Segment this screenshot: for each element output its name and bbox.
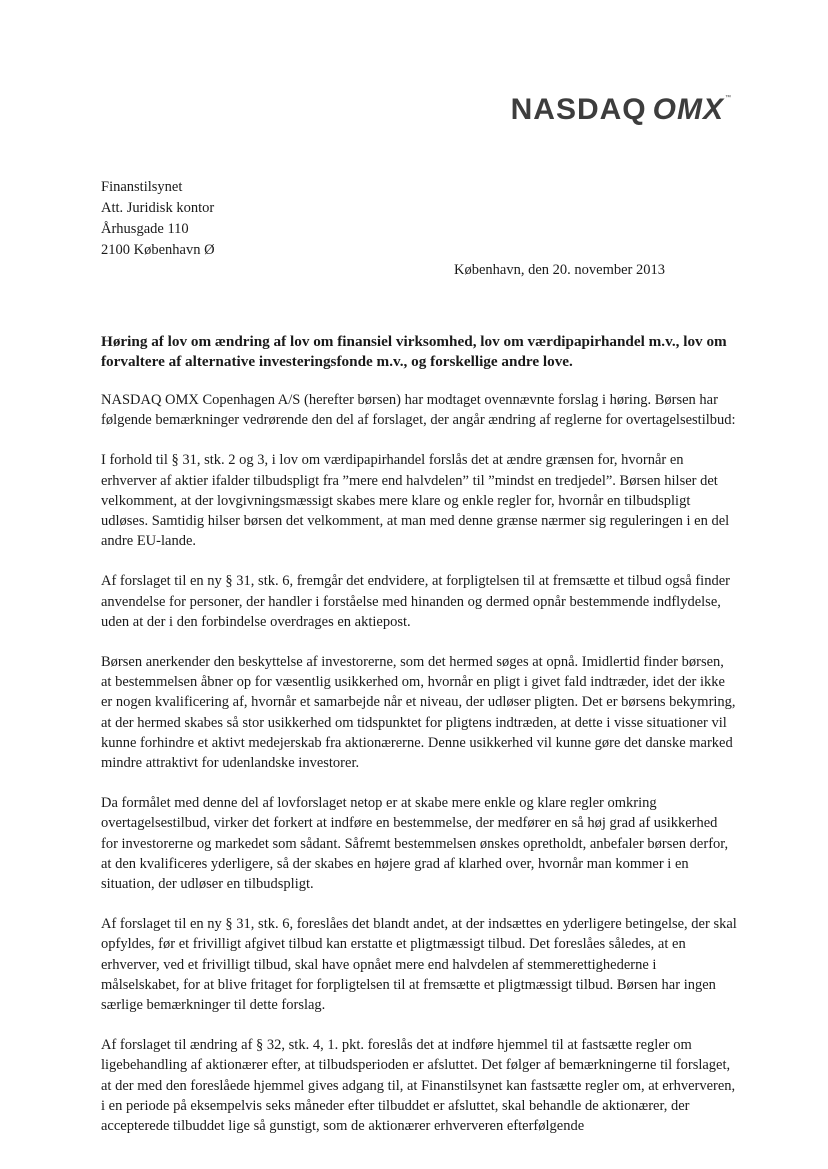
recipient-line: Finanstilsynet [101,179,183,195]
body-paragraph: Børsen anerkender den beskyttelse af investorerne, som det hermed søges at opnå. Imidlertid finder børsen, at bestemmelsen åbner op for væsentlig usikkerhed om, hvornår en pligt i givet fald indtræder, idet der ikke er nogen kvalificering af, hvornår et samarbejde når et niveau, der udløser pligten. Det er børsens bekymring, at der hermed skabes så stor usikkerhed om tidspunktet for pligtens indtræden, at dette i visse situationer vil kunne forhindre et aktivt medejerskab fra aktionærerne. Denne usikkerhed vil kunne gøre det danske marked mindre attraktivt for udenlandske investorer. [101,654,736,772]
recipient-line: Att. Juridisk kontor [101,200,215,216]
body-paragraph: Af forslaget til en ny § 31, stk. 6, foreslåes det blandt andet, at der indsættes en yderligere betingelse, der skal opfyldes, før et frivilligt afgivet tilbud kan erstatte et pligtmæssigt tilbud. Det foreslåes således, at en erhverver, ved et frivilligt tilbud, skal have opnået mere end halvdelen af stemmerettighederne i målselskabet, for at blive fritaget for forpligtelsen til at fremsætte et pligtmæssigt tilbud. Børsen har ingen særlige bemærkninger til dette forslag. [101,916,737,1014]
letter-date: København, den 20. november 2013 [454,262,666,278]
letter-body [101,390,737,1136]
body-paragraph: NASDAQ OMX Copenhagen A/S (herefter børsen) har modtaget ovennævnte forslag i høring. Børsen har følgende bemærkninger vedrørende den del af forslaget, der angår ændring af reglerne for overtagelsestilbud: [101,392,736,429]
recipient-address [101,177,215,261]
body-paragraph: I forhold til § 31, stk. 2 og 3, i lov om værdipapirhandel forslås det at ændre grænsen for, hvornår en erhverver af aktier ifalder tilbudspligt fra ”mere end halvdelen” til ”mindst en tredjedel”. Børsen hilser det velkomment, at der lovgivningsmæssigt skabes mere klare og enkle regler for, hvornår en tilbudspligt udløses. Samtidig hilser børsen det velkomment, at man med denne grænse nærmer sig reguleringen i en del andre EU-lande. [101,452,730,550]
letter-subject: Høring af lov om ændring af lov om finansiel virksomhed, lov om værdipapirhandel m.v., lov om forvaltere af alternative investeringsfonde m.v., og forskellige andre love. [101,333,727,370]
logo-trademark: ™ [725,95,732,101]
body-paragraph: Af forslaget til ændring af § 32, stk. 4, 1. pkt. foreslås det at indføre hjemmel til at fastsætte regler om ligebehandling af aktionærer efter, at tilbudsperioden er afsluttet. Det følger af bemærkningerne til forslaget, at der med den foreslåede hjemmel gives adgang til, at Finanstilsynet kan fastsætte regler om, at erhververen, i en periode på eksempelvis seks måneder efter tilbuddet er afsluttet, skal behandle de aktionærer, der accepterede tilbuddet lige så gunstigt, som de aktionærer erhververen efterfølgende [101,1037,736,1135]
recipient-line: Århusgade 110 [101,221,189,237]
body-paragraph: Da formålet med denne del af lovforslaget netop er at skabe mere enkle og klare regler omkring overtagelsestilbud, virker det forkert at indføre en bestemmelse, der medfører en så høj grad af usikkerhed for investorerne og markedet som sådant. Såfremt bestemmelsen ønskes opretholdt, anbefaler børsen derfor, at den kvalificeres yderligere, så der skabes en højere grad af klarhed over, hvornår man kommer i en situation, der udløser en tilbudspligt. [101,795,729,893]
recipient-line: 2100 København Ø [101,242,215,258]
body-paragraph: Af forslaget til en ny § 31, stk. 6, fremgår det endvidere, at forpligtelsen til at fremsætte et tilbud også finder anvendelse for personer, der handler i forståelse med hinanden og dermed opnår bestemmende indflydelse, uden at der i den forbindelse overdrages en aktiepost. [101,573,730,630]
nasdaq-omx-logo [511,95,732,125]
logo-name-part2: OMX [652,93,724,126]
logo-name-part1: NASDAQ [510,93,647,126]
